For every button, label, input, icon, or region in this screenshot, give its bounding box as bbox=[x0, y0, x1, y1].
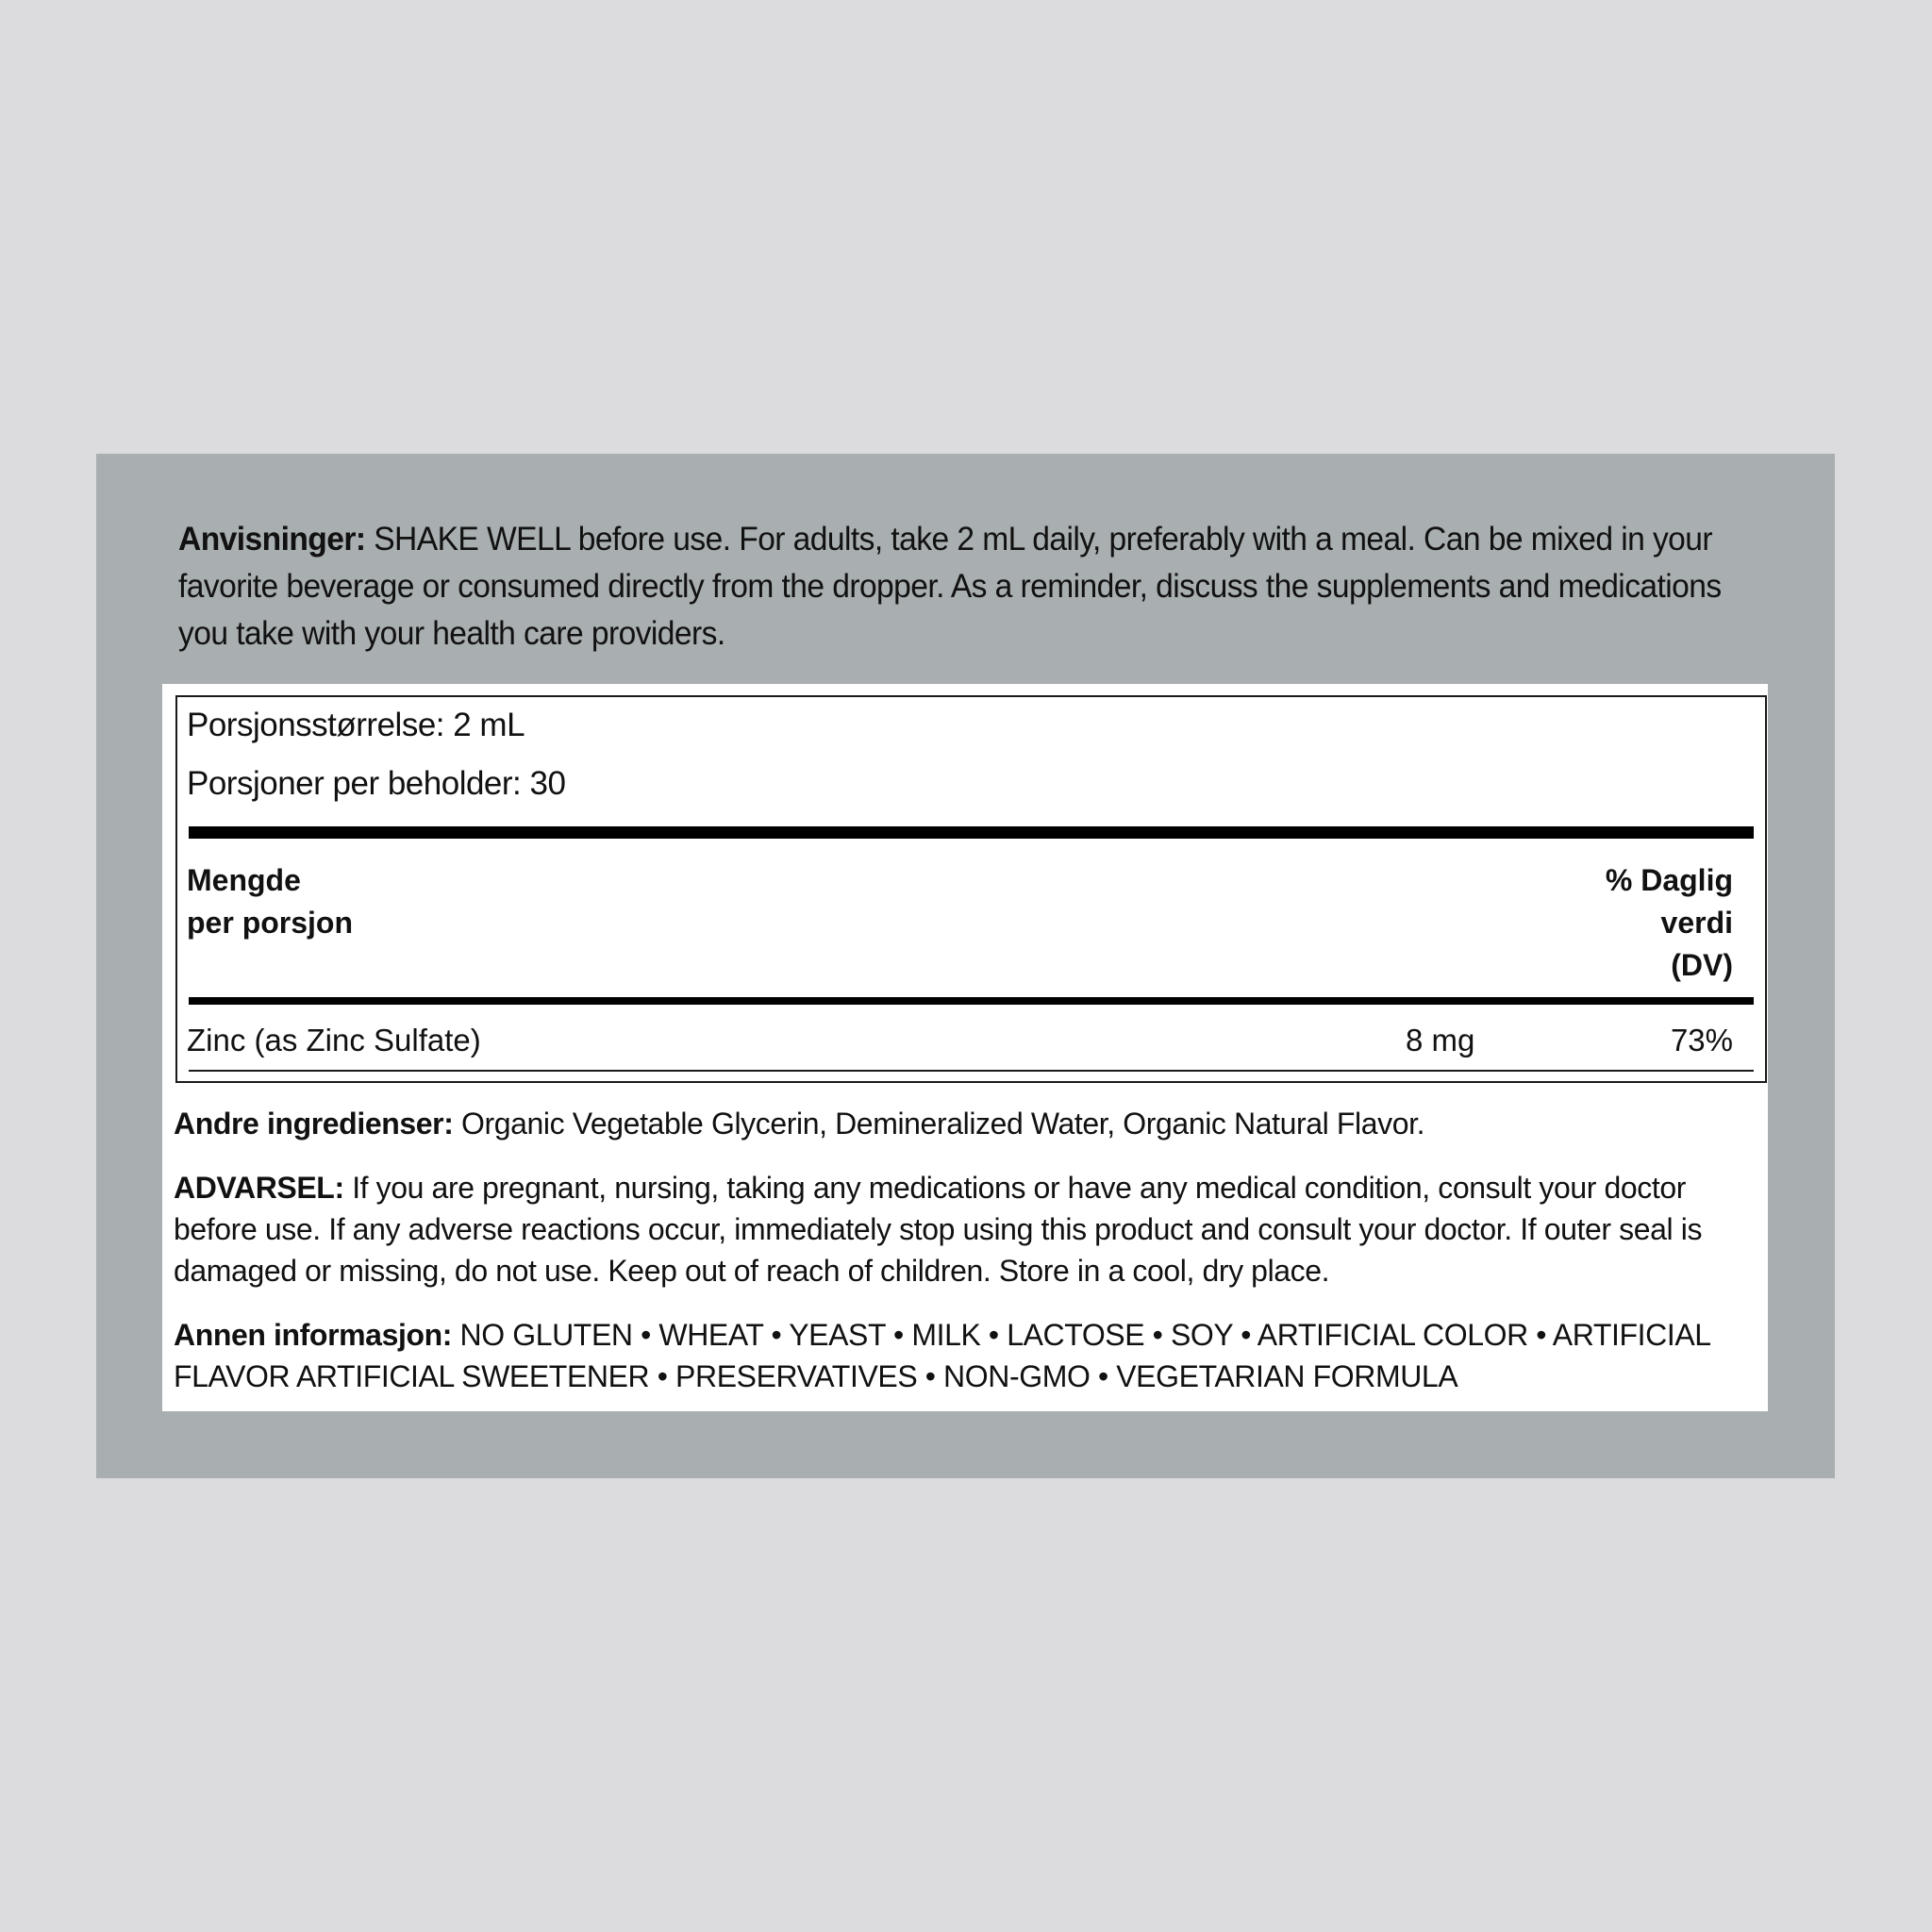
directions-label: Anvisninger: bbox=[178, 521, 366, 558]
header-left-line1: Mengde bbox=[187, 863, 301, 897]
supplement-card bbox=[162, 684, 1768, 1411]
other-information-text: NO GLUTEN • WHEAT • YEAST • MILK • LACTOSE • SOY • ARTIFICIAL COLOR • ARTIFICIAL FLAVOR ARTIFICIAL SWEETENER • PRESERVATIVES • NON-GMO • VEGETARIAN FORMULA bbox=[174, 1318, 1710, 1393]
nutrient-daily-value: 73% bbox=[1670, 1023, 1733, 1058]
row-divider bbox=[189, 1070, 1754, 1072]
warning-text: If you are pregnant, nursing, taking any medications or have any medical condition, consult your doctor before use. If any adverse reactions occur, immediately stop using this product and consult your doctor. If outer seal is damaged or missing, do not use. Keep out of reach of children. Store in a cool, dry place. bbox=[174, 1171, 1703, 1288]
other-information bbox=[174, 1314, 1758, 1397]
nutrient-amount: 8 mg bbox=[1406, 1023, 1475, 1058]
directions-text bbox=[178, 516, 1754, 658]
supplement-facts-box bbox=[175, 695, 1767, 1083]
header-divider bbox=[189, 997, 1754, 1005]
other-information-label: Annen informasjon: bbox=[174, 1318, 453, 1352]
header-right-line2: verdi bbox=[1660, 906, 1733, 940]
other-ingredients-text: Organic Vegetable Glycerin, Demineralized Water, Organic Natural Flavor. bbox=[453, 1107, 1425, 1141]
nutrient-name: Zinc (as Zinc Sulfate) bbox=[187, 1023, 481, 1058]
directions-body: SHAKE WELL before use. For adults, take 2 mL daily, preferably with a meal. Can be mixed in your favorite beverage or consumed directly from the dropper. As a reminder, discuss the supplements and medications you take with your health care providers. bbox=[178, 521, 1722, 652]
thick-divider bbox=[189, 826, 1754, 839]
servings-per-container: Porsjoner per beholder: 30 bbox=[187, 765, 566, 802]
warning-label: ADVARSEL: bbox=[174, 1171, 344, 1205]
daily-value-header bbox=[1606, 859, 1733, 987]
serving-size: Porsjonsstørrelse: 2 mL bbox=[187, 707, 525, 743]
header-left-line2: per porsjon bbox=[187, 906, 354, 940]
amount-per-serving-header bbox=[187, 859, 353, 944]
warning bbox=[174, 1167, 1758, 1291]
header-right-line1: % Daglig bbox=[1605, 863, 1733, 897]
header-right-line3: (DV) bbox=[1671, 948, 1733, 982]
other-ingredients-label: Andre ingredienser: bbox=[174, 1107, 454, 1141]
other-ingredients bbox=[174, 1103, 1758, 1144]
